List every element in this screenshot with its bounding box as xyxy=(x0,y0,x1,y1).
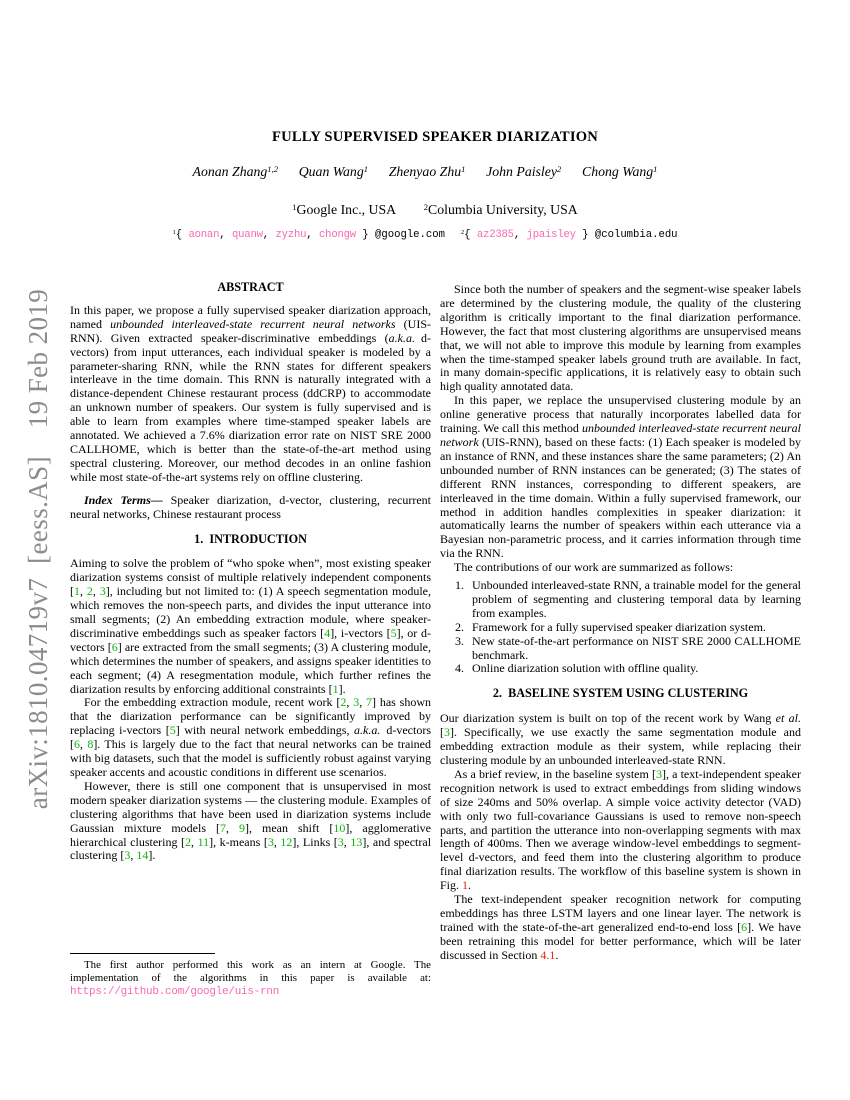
text-run: } xyxy=(575,229,595,241)
text-run: Chong Wang xyxy=(582,164,654,179)
text-run: @google.com xyxy=(375,229,445,241)
citation-link[interactable]: 6 xyxy=(741,919,748,934)
text-run: , xyxy=(306,229,319,241)
text-run: However, there is still one component that is unsupervised in most modern speaker diarization systems — the clustering module. Examples of clustering algorithms that have been used in diarization systems include Gaussian mixture models [ xyxy=(70,778,431,835)
text-run: , xyxy=(359,695,367,710)
text-run: In this paper, we propose a fully supervised speaker diarization approach, named xyxy=(70,302,431,331)
citation-link[interactable]: 2 xyxy=(185,834,192,849)
citation-link[interactable]: 3 xyxy=(353,695,360,710)
citation-link[interactable]: 14 xyxy=(136,848,149,863)
external-link[interactable]: https://github.com/google/uis-rnn xyxy=(70,986,280,999)
intro-paragraph-1 xyxy=(70,557,431,696)
text-run: , xyxy=(513,229,527,241)
citation-link[interactable]: 2 xyxy=(340,695,347,710)
index-terms-line xyxy=(70,494,431,522)
text-run: et al. xyxy=(775,711,801,726)
text-run: 1 xyxy=(461,163,466,174)
text-run: , xyxy=(80,737,88,752)
text-run: Aiming to solve the problem of “who spoke when”, most existing speaker diarization systems consist of multiple relatively independent components [ xyxy=(70,556,431,599)
text-run: 1,2 xyxy=(267,163,278,174)
text-run: (UIS-RNN), based on these facts: (1) Each speaker is modeled by an instance of RNN, and these instances share the same parameters; (2) An unbounded number of RNN instances can be generated; (3) The states of different RNN instances, corresponding to different speakers, are interleaved in the time domain. Within a fully supervised framework, our method in addition handles complexities in speaker diarization: it automatically learns the number of speakers within each utterance via a Bayesian non-parametric process, and it carries information through time via the RNN. xyxy=(440,434,801,561)
citation-link[interactable]: 3 xyxy=(267,834,274,849)
paper-title: FULLY SUPERVISED SPEAKER DIARIZATION xyxy=(271,129,599,145)
text-run: ] has shown that the diarization performance can be significantly improved by replacing i-vectors [ xyxy=(70,695,432,738)
text-run: @columbia.edu xyxy=(594,229,678,241)
text-run: , xyxy=(226,820,240,835)
external-link[interactable]: chongw xyxy=(319,229,356,241)
citation-link[interactable]: 11 xyxy=(197,834,210,849)
text-run: Zhenyao Zhu xyxy=(388,164,462,179)
text-run: ]. Specifically, we use exactly the same segmentation module and embedding extraction module as their system, while replacing their clustering module by an unbounded interleaved-state RNN. xyxy=(440,725,801,767)
cross-ref-link[interactable]: 1 xyxy=(462,878,469,893)
external-link[interactable]: aonan xyxy=(188,229,220,241)
citation-link[interactable]: 12 xyxy=(280,834,293,849)
text-run: , xyxy=(219,229,232,241)
citation-link[interactable]: 13 xyxy=(350,834,363,849)
text-run: } xyxy=(355,229,376,241)
footnote xyxy=(70,953,431,1000)
citation-link[interactable]: 3 xyxy=(655,766,662,781)
text-run: As a brief review, in the baseline system [ xyxy=(454,766,656,781)
text-run xyxy=(561,164,582,179)
section-1-heading: 1. INTRODUCTION xyxy=(194,531,307,546)
citation-link[interactable]: 6 xyxy=(111,639,118,654)
footnote-rule xyxy=(70,953,215,954)
citation-link[interactable]: 3 xyxy=(337,834,344,849)
left-column xyxy=(70,281,431,863)
intro-paragraph-3 xyxy=(70,780,431,863)
citation-link[interactable]: 10 xyxy=(333,820,346,835)
citation-link[interactable]: 3 xyxy=(124,848,131,863)
text-run: ], agglomerative hierarchical clustering [ xyxy=(70,820,431,849)
text-run: The text-independent speaker recognition network for computing embeddings has three LSTM layers and one linear layer. The network is trained with the state-of-the-art generalized end-to-end loss [ xyxy=(440,892,801,934)
citation-link[interactable]: 4 xyxy=(324,625,331,640)
external-link[interactable]: quanw xyxy=(231,229,263,241)
text-run: a.k.a. xyxy=(354,723,381,738)
citation-link[interactable]: 2 xyxy=(86,584,93,599)
text-run: Quan Wang xyxy=(298,164,364,179)
citation-link[interactable]: 7 xyxy=(220,820,226,835)
text-run: . xyxy=(555,947,559,962)
text-run: , xyxy=(262,229,276,241)
text-run: 2 xyxy=(423,201,429,212)
text-run: John Paisley xyxy=(486,164,558,179)
arxiv-stamp: arXiv:1810.04719v7 [eess.AS] 19 Feb 2019 xyxy=(23,288,53,810)
authors-line xyxy=(25,164,825,180)
text-run xyxy=(278,164,299,179)
baseline-paragraph-1 xyxy=(440,712,801,768)
contribution-item: Online diarization solution with offline quality. xyxy=(472,661,699,676)
right-paragraph-2 xyxy=(440,394,801,561)
text-run: d-vectors [ xyxy=(70,723,432,752)
affiliations-line xyxy=(70,202,800,218)
contributions-intro: The contributions of our work are summarized as follows: xyxy=(454,560,734,575)
contribution-item: Unbounded interleaved-state RNN, a trainable model for the general problem of segmenting and clustering temporal data by learning from examples. xyxy=(472,578,801,620)
text-run: ], including but not limited to: (1) A speech segmentation module, which removes the non-speech parts, and divides the input utterance into small segments; (2) An embedding extraction module, where speaker-discriminative embeddings such as speaker factors [ xyxy=(70,584,432,640)
citation-link[interactable]: 5 xyxy=(169,723,176,738)
emails-line xyxy=(25,229,825,241)
citation-link[interactable]: 8 xyxy=(87,737,94,752)
text-run: ], a text-independent speaker recognition network is used to extract embeddings from sliding windows of size 240ms and 50% overlap. A simple voice activity detector (VAD) with only two full-covariance Gaussians is used to remove non-speech parts, and partition the utterance into non-overlapping segments with max length of 400ms. Then we average window-level embeddings to segment-level d-vectors, and feed them into the clustering algorithm to produce final diarization results. The workflow of this baseline system is shown in Fig. xyxy=(440,766,801,893)
text-run: unbounded interleaved-state recurrent neural networks xyxy=(110,316,396,331)
text-run: . xyxy=(468,878,472,893)
text-run: The first author performed this work as an intern at Google. The implementation of the algorithms in this paper is available at: xyxy=(70,959,431,985)
citation-link[interactable]: 1 xyxy=(74,584,80,599)
text-run: Since both the number of speakers and the segment-wise speaker labels are determined by the clustering module, the quality of the clustering algorithm is critically important to the final diarization performance. However, the fact that most clustering algorithms are unsupervised means that, we will not able to improve this module by learning from examples when the time-stamped speaker labels ground truth are available. In fact, in many domain-specific applications, it is relatively easy to obtain such high quality annotated data. xyxy=(440,282,801,394)
right-column xyxy=(440,283,801,963)
contribution-item: Framework for a fully supervised speaker diarization system. xyxy=(472,619,766,634)
section-2-heading: 2. BASELINE SYSTEM USING CLUSTERING xyxy=(492,686,749,701)
text-run: 2 xyxy=(460,228,465,236)
text-run: 1 xyxy=(653,163,658,174)
text-run: Index Terms— xyxy=(84,492,163,507)
baseline-paragraph-2 xyxy=(440,768,801,893)
text-run: , xyxy=(346,695,354,710)
text-run: , xyxy=(130,848,137,863)
citation-link[interactable]: 3 xyxy=(444,725,450,740)
text-run: ] with neural network embeddings, xyxy=(175,723,355,738)
text-run: { xyxy=(464,229,477,241)
text-run xyxy=(465,164,486,179)
right-paragraph-1 xyxy=(440,283,801,394)
text-run xyxy=(396,202,424,217)
citation-link[interactable]: 1 xyxy=(332,681,339,696)
text-run: [ xyxy=(440,725,444,740)
abstract-paragraph xyxy=(70,304,431,485)
citation-link[interactable]: 5 xyxy=(390,625,397,640)
text-run: ]. xyxy=(148,848,156,863)
text-run: 1 xyxy=(172,228,176,236)
text-run: ] are extracted from the small segments; (3) A clustering module, which determines the number of speakers, and assigns speaker identities to each segment; (4) A resegmentation module, which further refines the diarization results by enforcing additional constraints [ xyxy=(70,639,431,696)
external-link[interactable]: jpaisley xyxy=(526,229,576,241)
text-run: { xyxy=(175,229,189,241)
cross-ref-link[interactable]: 4.1 xyxy=(540,947,556,962)
text-run: Google Inc., USA xyxy=(296,202,397,217)
text-run: ]. xyxy=(338,681,346,696)
external-link[interactable]: zyzhu xyxy=(275,229,307,241)
text-run: (UIS-RNN). Given extracted speaker-discriminative embeddings ( xyxy=(70,316,431,345)
text-run: ], k-means [ xyxy=(209,834,268,849)
citation-link[interactable]: 3 xyxy=(99,584,106,599)
citation-link[interactable]: 9 xyxy=(239,820,246,835)
text-run: ], Links [ xyxy=(292,834,338,849)
text-run: d-vectors) from input utterances, each individual speaker is modeled by a parameter-sharing RNN, while the RNN states for different speakers interleave in the time domain. This RNN is naturally integrated with a distance-dependent Chinese restaurant process (ddCRP) to accommodate an unknown number of speakers. Our system is fully supervised and is able to learn from examples where time-stamped speaker labels are annotated. We achieved a 7.6% diarization error rate on NIST SRE 2000 CALLHOME, which is better than the state-of-the-art method using spectral clustering. Moreover, our method decodes in an online fashion while most state-of-the-art systems rely on offline clustering. xyxy=(70,330,431,484)
text-run: unbounded interleaved-state recurrent neural network xyxy=(440,421,801,449)
text-run: , xyxy=(273,834,281,849)
baseline-paragraph-3 xyxy=(440,893,801,963)
text-run: ], or d-vectors [ xyxy=(70,625,432,654)
citation-link[interactable]: 7 xyxy=(366,695,373,710)
text-run: ]. This is largely due to the fact that neural networks can be trained with big datasets, such that the model is sufficiently robust against varying speaker accents and acoustic conditions in different use scenarios. xyxy=(70,737,431,779)
text-run: , xyxy=(92,584,100,599)
text-run: , xyxy=(343,834,351,849)
text-run: , xyxy=(80,584,87,599)
external-link[interactable]: az2385 xyxy=(476,229,514,241)
text-run: ], and spectral clustering [ xyxy=(70,834,432,863)
contribution-item: New state-of-the-art performance on NIST SRE 2000 CALLHOME benchmark. xyxy=(472,633,801,662)
intro-paragraph-2 xyxy=(70,696,431,779)
text-run: ]. We have been retraining this model for better performance, which will be later discussed in Section xyxy=(440,919,802,962)
text-run: , xyxy=(191,834,198,849)
text-run xyxy=(368,164,389,179)
text-run: 2 xyxy=(557,163,562,174)
citation-link[interactable]: 6 xyxy=(74,737,80,752)
abstract-heading: ABSTRACT xyxy=(217,280,284,294)
text-run: Speaker diarization, d-vector, clustering, recurrent neural networks, Chinese restaurant process xyxy=(70,492,431,521)
text-run: Our diarization system is built on top of the recent work by Wang xyxy=(440,711,776,726)
text-run: ], mean shift [ xyxy=(245,820,334,835)
text-run: 1 xyxy=(292,201,297,212)
footnote-text xyxy=(70,959,431,1000)
text-run: 1 xyxy=(363,163,368,174)
text-run xyxy=(445,229,461,241)
contributions-list xyxy=(440,579,801,676)
text-run: a.k.a. xyxy=(388,330,415,345)
text-run: Aonan Zhang xyxy=(192,164,268,179)
text-run: Columbia University, USA xyxy=(428,202,578,217)
text-run: In this paper, we replace the unsupervised clustering module by an online generative process that naturally incorporates labelled data for training. We call this method xyxy=(440,393,801,436)
text-run: For the embedding extraction module, recent work [ xyxy=(84,695,341,710)
text-run: ], i-vectors [ xyxy=(330,625,391,640)
